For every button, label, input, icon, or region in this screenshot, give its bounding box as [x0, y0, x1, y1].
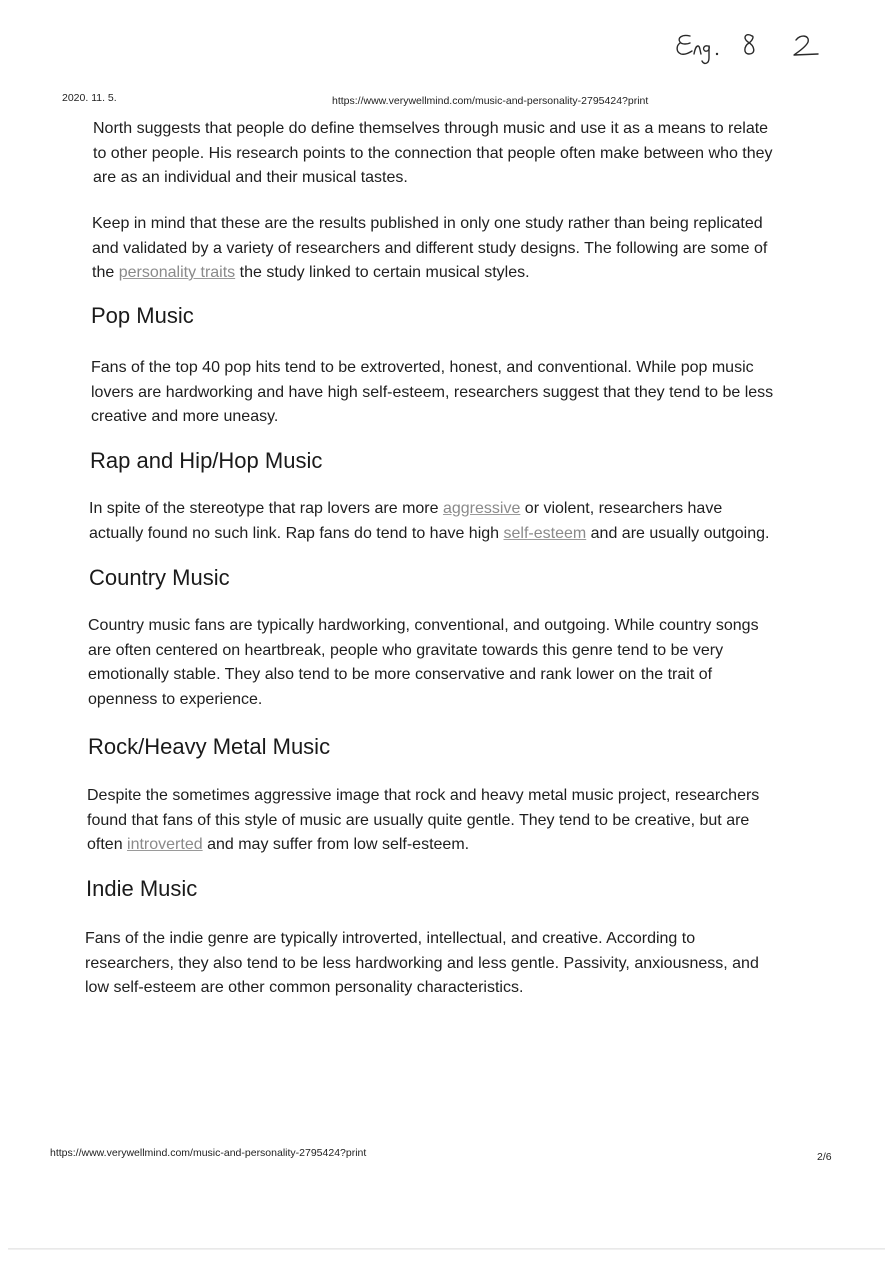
text-line: and may suffer from low self-esteem. [202, 836, 470, 853]
text-line: to other people. His research points to the connection that people often make between who they [93, 144, 773, 162]
text-line: Fans of the indie genre are typically introverted, intellectual, and creative. According to [85, 930, 696, 947]
text-line: low self-esteem are other common personality characteristics. [85, 979, 524, 996]
text-line: Country music fans are typically hardworking, conventional, and outgoing. While country songs [88, 617, 759, 634]
introverted-link[interactable]: introverted [127, 836, 203, 853]
print-date: 2020. 11. 5. [62, 92, 117, 104]
text-line: Despite the sometimes aggressive image that rock and heavy metal music project, researchers [87, 787, 760, 804]
intro-paragraph-2 [92, 212, 767, 286]
page-number: 2/6 [817, 1151, 832, 1163]
text-line: found that fans of this style of music are usually quite gentle. They tend to be creative, but are [87, 811, 750, 829]
text-line: Keep in mind that these are the results published in only one study rather than being replicated [92, 215, 763, 232]
self-esteem-link[interactable]: self-esteem [503, 524, 587, 542]
scan-edge-divider [8, 1248, 885, 1250]
country-music-paragraph [88, 614, 759, 712]
personality-traits-link[interactable]: personality traits [118, 264, 236, 281]
text-line: the study linked to certain musical styles. [235, 264, 530, 281]
country-music-heading: Country Music [89, 565, 230, 590]
text-line: North suggests that people do define themselves through music and use it as a means to relate [93, 120, 769, 137]
text-line: are as an individual and their musical tastes. [93, 169, 408, 186]
text-line: lovers are hardworking and have high self-esteem, researchers suggest that they tend to be less [91, 383, 774, 401]
aggressive-link[interactable]: aggressive [442, 500, 521, 517]
text-line: often [87, 836, 128, 853]
rock-metal-music-heading: Rock/Heavy Metal Music [88, 734, 331, 759]
indie-music-paragraph [85, 927, 759, 1001]
text-line: and are usually outgoing. [586, 524, 770, 542]
rap-music-paragraph [89, 497, 769, 546]
text-line: In spite of the stereotype that rap lovers are more [89, 500, 443, 517]
pop-music-heading: Pop Music [91, 303, 194, 328]
text-line: creative and more uneasy. [91, 408, 279, 425]
text-line: emotionally stable. They also tend to be more conservative and rank lower on the trait of [88, 666, 713, 683]
text-line: the [92, 264, 119, 281]
text-line: Fans of the top 40 pop hits tend to be extroverted, honest, and conventional. While pop music [91, 359, 754, 376]
indie-music-heading: Indie Music [86, 876, 198, 901]
rock-metal-music-paragraph [87, 784, 759, 858]
pop-music-paragraph [91, 356, 773, 430]
print-url-footer: https://www.verywellmind.com/music-and-personality-2795424?print [50, 1147, 367, 1159]
print-url-header: https://www.verywellmind.com/music-and-personality-2795424?print [332, 95, 649, 107]
text-line: or violent, researchers have [520, 500, 723, 517]
text-line: are often centered on heartbreak, people who gravitate towards this genre tend to be very [88, 641, 724, 659]
intro-paragraph-1 [93, 117, 773, 191]
text-line: openness to experience. [88, 690, 263, 708]
rap-music-heading: Rap and Hip/Hop Music [90, 448, 323, 473]
text-line: and validated by a variety of researchers and different study designs. The following are some of [92, 239, 768, 257]
text-line: researchers, they also tend to be less hardworking and less gentle. Passivity, anxiousness, and [85, 954, 759, 972]
text-line: actually found no such link. Rap fans do tend to have high [89, 524, 504, 542]
